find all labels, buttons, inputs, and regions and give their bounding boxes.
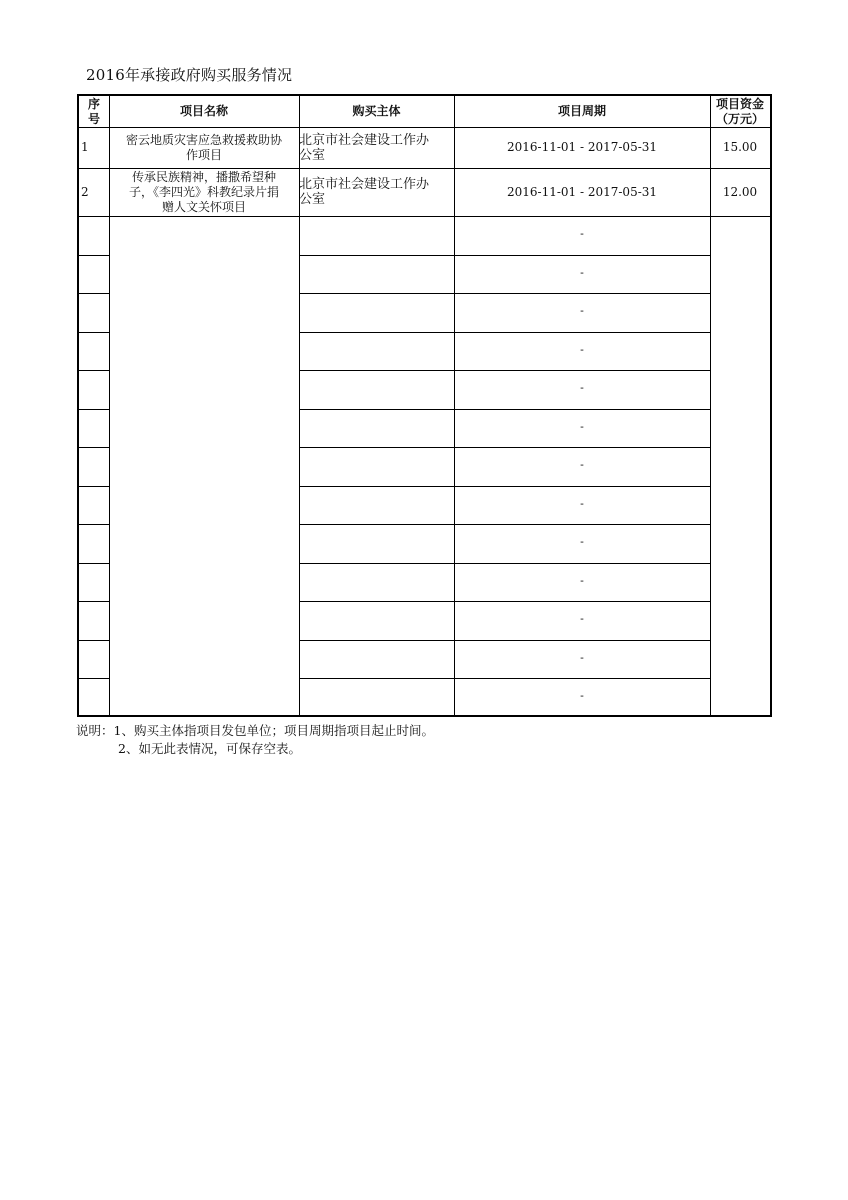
page-title: 2016年承接政府购买服务情况	[86, 66, 293, 84]
empty-row-line-middle	[299, 563, 710, 564]
header-buyer: 购买主体	[352, 104, 401, 118]
header-funds-line1: 项目资金	[715, 96, 764, 111]
empty-row-line-middle	[299, 293, 710, 294]
row2-name-line3: 赠人文关怀项目	[161, 199, 246, 214]
row1-funds: 15.00	[722, 140, 758, 154]
empty-row-line-seq	[79, 486, 109, 487]
note-line-2: 2、如无此表情况，可保存空表。	[118, 741, 301, 756]
empty-row-period-mark: -	[580, 612, 584, 625]
header-seq-line1: 序	[87, 96, 100, 111]
empty-row-period-mark: -	[580, 342, 584, 356]
empty-row-line-seq	[79, 293, 109, 294]
row1-buyer	[299, 127, 454, 168]
empty-row-period-mark: -	[580, 496, 584, 510]
empty-row-line-middle	[299, 524, 710, 525]
empty-row-line-seq	[79, 409, 109, 410]
empty-row-period-mark: -	[580, 458, 584, 471]
row2-buyer-line1: 北京市社会建设工作办	[299, 177, 430, 192]
empty-row-line-seq	[79, 678, 109, 679]
header-seq	[79, 96, 109, 127]
row2-buyer-line2: 公室	[299, 192, 326, 207]
empty-row-line-seq	[79, 370, 109, 371]
empty-row-period-mark: -	[580, 419, 584, 433]
empty-row-line-middle	[299, 486, 710, 487]
row2-bottom-line	[79, 216, 770, 217]
empty-row-line-middle	[299, 640, 710, 641]
empty-row-line-seq	[79, 563, 109, 564]
row1-buyer-line2: 公室	[299, 147, 326, 163]
row1-buyer-line1: 北京市社会建设工作办	[299, 132, 430, 148]
empty-row-line-seq	[79, 640, 109, 641]
row2-name-line1: 传承民族精神，播撒希望种	[131, 169, 276, 184]
empty-row-line-middle	[299, 447, 710, 448]
empty-row-line-seq	[79, 601, 109, 602]
row2-period: 2016-11-01 - 2017-05-31	[506, 184, 658, 199]
empty-row-line-seq	[79, 447, 109, 448]
empty-row-period-mark: -	[580, 689, 584, 702]
empty-row-line-middle	[299, 409, 710, 410]
header-funds-line2: （万元）	[715, 111, 764, 126]
row1-name-line1: 密云地质灾害应急救援救助协	[125, 132, 282, 147]
empty-row-line-seq	[79, 255, 109, 256]
empty-row-period-mark: -	[580, 304, 584, 317]
empty-row-period-mark: -	[580, 650, 584, 664]
empty-row-line-middle	[299, 678, 710, 679]
empty-row-period-mark: -	[580, 381, 584, 394]
services-table	[77, 94, 772, 717]
row2-funds: 12.00	[722, 184, 758, 199]
empty-row-line-middle	[299, 601, 710, 602]
row2-name-line2: 子，《李四光》科教纪录片捐	[128, 184, 279, 199]
empty-row-period-mark: -	[580, 227, 584, 240]
row1-name	[109, 127, 299, 168]
row2-buyer	[299, 168, 454, 216]
row1-period: 2016-11-01 - 2017-05-31	[506, 140, 658, 154]
header-funds	[710, 96, 770, 127]
header-seq-line2: 号	[87, 111, 100, 126]
empty-row-line-seq	[79, 332, 109, 333]
row2-seq: 2	[81, 184, 89, 199]
empty-row-line-middle	[299, 370, 710, 371]
empty-row-period-mark: -	[580, 535, 584, 548]
empty-row-line-middle	[299, 332, 710, 333]
row1-name-line2: 作项目	[185, 147, 222, 162]
header-period: 项目周期	[557, 104, 606, 118]
empty-row-line-seq	[79, 524, 109, 525]
table-notes	[76, 722, 434, 758]
row2-name	[109, 168, 299, 216]
empty-row-period-mark: -	[580, 265, 584, 279]
empty-row-line-middle	[299, 255, 710, 256]
note-line-1: 说明：1、购买主体指项目发包单位；项目周期指项目起止时间。	[76, 723, 434, 738]
header-name: 项目名称	[179, 104, 228, 118]
row1-seq: 1	[81, 140, 89, 154]
empty-row-period-mark: -	[580, 573, 584, 587]
